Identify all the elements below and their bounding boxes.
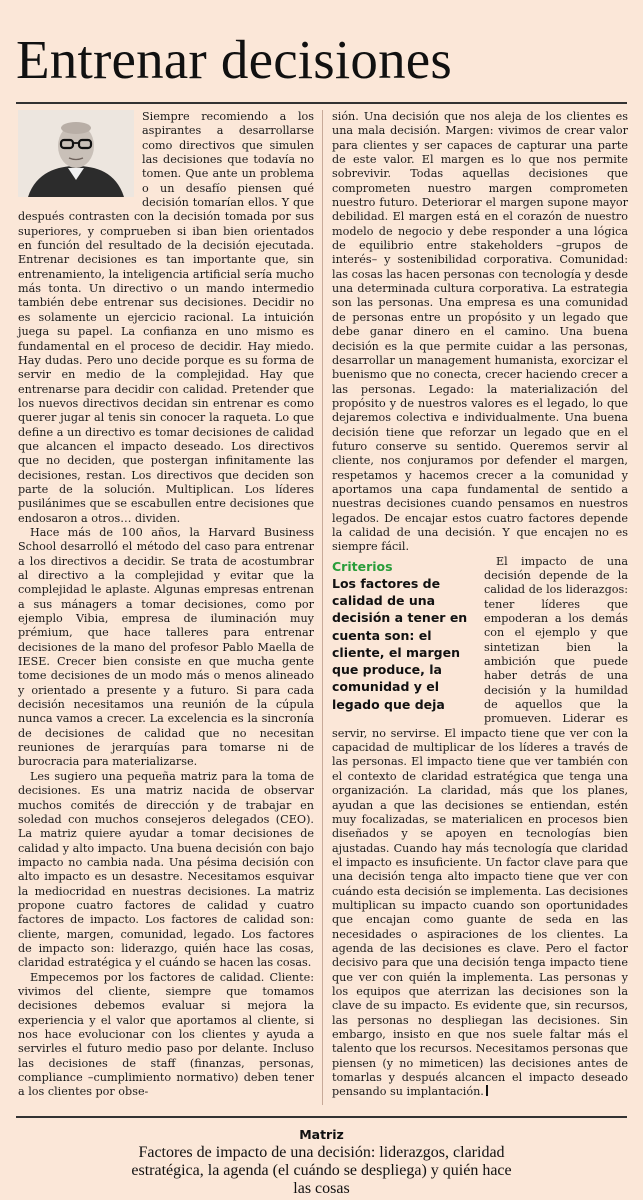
column-divider xyxy=(322,110,323,1105)
article-column-2 xyxy=(332,110,628,1100)
pull-quote xyxy=(332,559,474,713)
pull-quote-text: Los factores de calidad de una decisión a tener en cuenta son: el cliente, el margen que produce, la comunidad y el legado que deja xyxy=(332,575,468,712)
paragraph: Hace más de 100 años, la Harvard Business School desarrolló el método del caso para entrenar a los directivos a decidir. Se trata de acostumbrar al directivo a la complejidad y evitar que la complejidad le aplaste. Algunas empresas entrenan a sus mánagers a tomar decisiones, como por ejemplo Vibia, empresa de iluminación muy prémium, que hace talleres para entrenar decisiones de la mano del profesor Pablo Maella de IESE. Crecer bien consiste en que mucha gente tome decisiones de un modo más o menos alineado y orientado a presente y a futuro. Si para cada decisión necesitamos una reunión de la cúpula nunca vamos a crecer. La excelencia es la sincronía de decisiones de calidad que no necesitan reuniones de jerarquías para tomarse ni de burocracia para materializarse. xyxy=(18,525,314,769)
author-portrait-image xyxy=(18,110,134,197)
top-rule xyxy=(16,102,627,104)
paragraph: sión. Una decisión que nos aleja de los clientes es una mala decisión. Margen: vivimos de crear valor para clientes y ser capaces de capturar una parte de este valor. El margen es lo que nos permite sobrevivir. Todas aquellas decisiones que comprometen nuestro margen comprometen nuestro futuro. Deteriorar el margen supone mayor debilidad. El margen está en el corazón de nuestro modelo de negocio y debe responder a una lógica de equilibrio entre stakeholders –grupos de interés– y sostenibilidad corporativa. Comunidad: las cosas las hacen personas con tecnología y desde una determinada cultura corporativa. La estrategia son las personas. Una empresa es una comunidad de personas entre un propósito y un legado que debe ganar dinero en el camino. Una buena decisión es la que permite cuidar a las personas, desarrollar un management humanista, exorcizar el buenismo que no conecta, crecer haciendo crecer a las personas. Legado: la materialización del propósito y de nuestros valores es el legado, lo que dejaremos colectiva e individualmente. Una buena decisión tiene que reforzar un legado que en el futuro conserve su sentido. Queremos servir al cliente, nos conjuramos por defender el margen, respetamos y hacemos crecer a la comunidad y aportamos una capa fundamental de sentido a nuestras decisiones cuando pensamos en nuestros legados. De encajar estos cuatro factores depende la calidad de una decisión. Y que encajen no es siempre fácil. xyxy=(332,110,628,554)
paragraph: Siempre recomiendo a los aspirantes a desarrollarse como directivos que simulen las decisiones que todavía no tomen. Que ante un problema o un desafío piensen qué decisión tomarían ellos. Y que después contrasten con la decisión tomada por sus superiores, y comprueben si iban bien orientados en función del resultado de la decisión ejecutada. Entrenar decisiones es tan importante que, sin entrenamiento, la inteligencia artificial sería mucho más tonta. Un directivo o un mando intermedio también debe entrenar sus decisiones. Decidir no es solamente un ejercicio racional. La intuición juega su papel. La confianza en uno mismo es fundamental en el proceso de decidir. Hay miedo. Hay dudas. Pero uno decide porque es su forma de servir en medio de la complejidad. Hay que entrenarse para decidir con calidad. Pretender que los nuevos directivos decidan sin entrenar es como querer jugar al tenis sin conocer la raqueta. Lo que define a un directivo es tomar decisiones de calidad que alcancen el impacto deseado. Los directivos que no deciden, que postergan infinitamente las decisiones, restan. Los directivos que deciden son parte de la solución. Multiplican. Los líderes pusilánimes que se escabullen entre decisiones que endosaron a otros… dividen. xyxy=(18,110,314,525)
matriz-title: Matriz xyxy=(299,1127,344,1142)
headline: Entrenar decisiones xyxy=(16,29,452,90)
paragraph-text: El impacto de una decisión depende de la calidad de los liderazgos: tener líderes que empoderan a los demás con el ejemplo y que sintetizan bien la ambición que puede haber detrás de una decisión y la humildad de aquellos que la promueven. Liderar es servir, no servirse. El impacto tiene que ver con la capacidad de multiplicar de los líderes a través de las personas. El impacto tiene que ver también con el contexto de claridad estratégica que tenga una organización. La claridad, más que los planes, ayudan a que las decisiones se entiendan, estén muy focalizadas, se materialicen en procesos bien diseñados y se apoyen en tecnologías bien ajustadas. Cuando hay más tecnología que claridad el impacto es insuficiente. Un factor clave para que una decisión tenga alto impacto tiene que ver con cuándo esta decisión se implementa. Las decisiones multiplican su impacto cuando son oportunidades que encajan como guante de seda en las necesidades o aspiraciones de los clientes. La agenda de las decisiones es clave. Pero el factor decisivo para que una decisión tenga impacto tiene que ver con quién la implementa. Las personas y los equipos que aterrizan las decisiones son la clave de su impacto. Es evidente que, sin recursos, las personas no despliegan las decisiones. Sin embargo, insisto en que nos suele faltar más el talento que los recursos. Necesitamos personas que piensen (y no mimeticen) las decisiones antes de tomarlas y después alcancen el impacto deseado pensando su implantación. xyxy=(332,554,628,1099)
end-mark xyxy=(486,1085,488,1096)
matriz-text: Factores de impacto de una decisión: liderazgos, claridad estratégica, la agenda (el cuándo se despliega) y quién hace las cosas xyxy=(131,1144,512,1197)
author-portrait xyxy=(18,110,134,197)
pull-quote-kicker: Criterios xyxy=(332,558,393,574)
paragraph: Les sugiero una pequeña matriz para la toma de decisiones. Es una matriz nacida de observar muchos comités de dirección y de trabajar en soledad con muchos consejeros delegados (CEO). La matriz quiere ayudar a tomar decisiones de calidad y alto impacto. Una buena decisión con bajo impacto no cambia nada. Una pésima decisión con alto impacto es un desastre. Necesitamos esquivar la mediocridad en nuestras decisiones. La matriz propone cuatro factores de calidad y cuatro factores de impacto. Los factores de calidad son: cliente, margen, comunidad, legado. Los factores de impacto son: liderazgo, quién hace las cosas, claridad estratégica y el cuándo se hacen las cosas. xyxy=(18,769,314,970)
paragraph: Empecemos por los factores de calidad. Cliente: vivimos del cliente, siempre que tomamos decisiones debemos evaluar si mejora la experiencia y el valor que aportamos al cliente, si nos hace evolucionar con los clientes y ayuda a servirles el futuro medio paso por delante. Incluso las decisiones de staff (finanzas, personas, compliance –cumplimiento normativo) deben tener a los clientes por obse- xyxy=(18,970,314,1099)
bottom-rule xyxy=(16,1116,627,1118)
article-column-1 xyxy=(18,110,314,1100)
